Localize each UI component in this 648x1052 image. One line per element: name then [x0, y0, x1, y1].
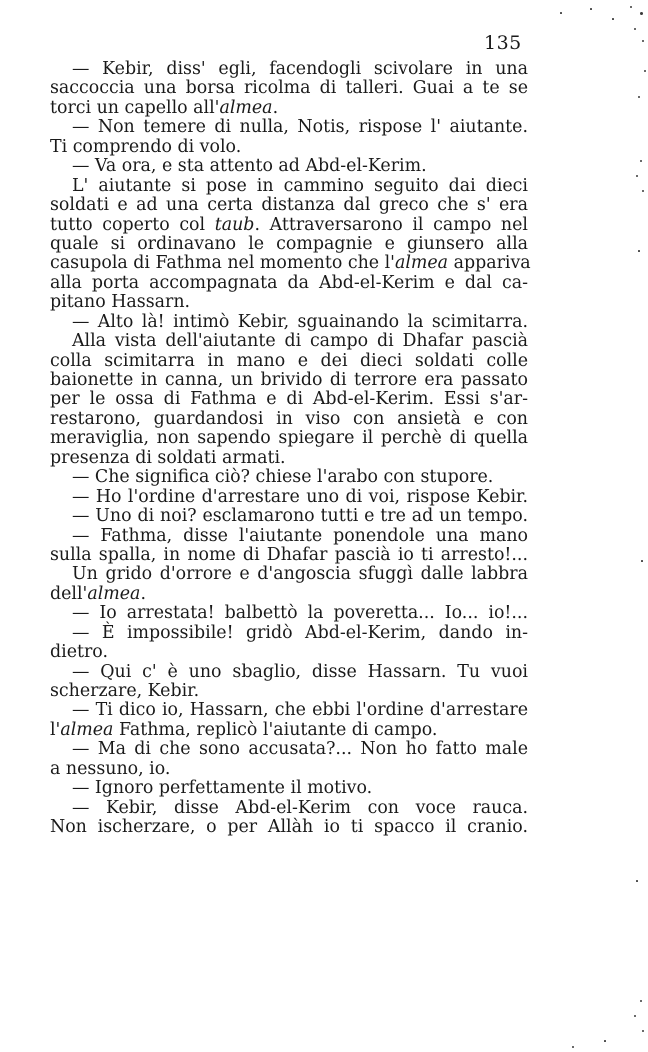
italic-word: almea: [394, 253, 449, 274]
text-run: Un grido d'orrore e d'angoscia sfuggì dalle labbra: [72, 564, 528, 585]
text-line: [50, 177, 528, 196]
text-line: [50, 488, 528, 507]
text-run: — Uno di noi? esclamarono tutti e tre ad un tempo.: [72, 506, 528, 527]
text-line: [50, 624, 528, 643]
text-line: [50, 760, 528, 779]
scan-speck: [638, 250, 640, 252]
text-line: [50, 235, 528, 254]
text-run: — Qui c' è uno sbaglio, disse Hassarn. Tu vuoi: [72, 661, 528, 682]
text-run: Non ischerzare, o per Allàh io ti spacco il cranio.: [50, 817, 528, 838]
text-line: [50, 565, 528, 584]
page-body-text: [50, 59, 531, 838]
text-run: — Ignoro perfettamente il motivo.: [72, 778, 373, 799]
text-line: [50, 740, 528, 759]
scan-speck: [640, 1000, 642, 1002]
text-run: — Io arrestata! balbettò la poveretta... Io... io!...: [72, 603, 528, 624]
text-run: casupola di Fathma nel momento che l': [50, 253, 395, 274]
text-run: — Non temere di nulla, Notis, rispose l' aiutante.: [72, 117, 528, 138]
text-run: restarono, guardandosi in viso con ansietà e con: [50, 408, 528, 429]
text-line: [50, 527, 528, 546]
text-run: per le ossa di Fathma e di Abd-el-Kerim. Essi s'ar-: [50, 389, 528, 410]
scan-speck: [642, 190, 644, 192]
text-run: a nessuno, io.: [50, 758, 171, 779]
text-line: [50, 352, 528, 371]
text-line: [50, 410, 528, 429]
scan-speck: [572, 1046, 574, 1048]
scan-speck: [636, 175, 638, 177]
text-run: soldati e ad una certa distanza dal greco che s' era: [50, 195, 528, 216]
italic-word: almea: [219, 97, 273, 118]
text-line: [50, 468, 528, 487]
text-line: [50, 643, 528, 662]
text-run: . Attraversarono il campo nel: [254, 214, 528, 235]
text-run: dietro.: [50, 642, 108, 663]
text-run: .: [272, 97, 279, 118]
italic-word: almea: [87, 583, 141, 604]
text-line: [50, 216, 528, 235]
text-run: sulla spalla, in nome di Dhafar pascià io ti arresto!...: [50, 544, 528, 565]
text-line: [50, 604, 528, 623]
text-run: pitano Hassarn.: [50, 292, 191, 313]
text-line: [50, 196, 528, 215]
text-line: [50, 585, 528, 604]
italic-word: almea: [60, 719, 114, 740]
scan-speck: [640, 12, 643, 15]
scan-speck: [641, 560, 643, 562]
text-run: Alla vista dell'aiutante di campo di Dhafar pascià: [72, 331, 528, 352]
scan-speck: [634, 1015, 636, 1017]
text-line: [50, 293, 528, 312]
italic-word: taub: [214, 214, 255, 235]
text-line: [50, 429, 528, 448]
text-run: — Va ora, e sta attento ad Abd-el-Kerim.: [72, 156, 427, 177]
text-run: — È impossibile! gridò Abd-el-Kerim, dando in-: [72, 622, 528, 643]
text-run: appariva: [448, 253, 531, 274]
scan-speck: [612, 18, 614, 20]
text-run: quale si ordinavano le compagnie e giunsero alla: [50, 233, 528, 254]
text-run: Fathma, replicò l'aiutante di campo.: [113, 719, 438, 740]
text-run: torci un capello all': [50, 97, 220, 118]
text-run: presenza di soldati armati.: [50, 447, 286, 468]
text-run: alla porta accompagnata da Abd-el-Kerim e dal ca-: [50, 272, 528, 293]
text-run: — Che significa ciò? chiese l'arabo con stupore.: [72, 467, 494, 488]
text-run: — Ti dico io, Hassarn, che ebbi l'ordine d'arrestare: [72, 700, 528, 721]
scan-speck: [644, 70, 646, 72]
text-line: [50, 721, 528, 740]
text-line: [50, 701, 528, 720]
page-number: 135: [484, 32, 522, 54]
text-run: — Kebir, diss' egli, facendogli scivolare in una: [72, 59, 528, 79]
text-line: [50, 390, 528, 409]
text-line: [50, 138, 528, 157]
text-line: [50, 682, 528, 701]
scan-speck: [590, 8, 592, 10]
text-line: [50, 332, 528, 351]
text-line: [50, 371, 528, 390]
text-line: [50, 79, 528, 98]
scan-speck: [642, 40, 644, 42]
text-run: dell': [50, 583, 88, 604]
scan-speck: [638, 96, 640, 98]
text-line: [50, 507, 528, 526]
text-line: [50, 799, 528, 818]
text-run: colla scimitarra in mano e dei dieci soldati colle: [50, 350, 528, 371]
scan-speck: [630, 6, 632, 8]
text-run: .: [140, 583, 146, 604]
text-run: — Kebir, disse Abd-el-Kerim con voce rauca.: [72, 797, 528, 818]
scan-speck: [640, 160, 642, 162]
text-line: [50, 253, 531, 274]
text-run: saccoccia una borsa ricolma di talleri. Guai a te se: [50, 78, 528, 99]
text-run: meraviglia, non sapendo spiegare il perchè di quella: [50, 428, 528, 449]
text-run: Ti comprendo di volo.: [50, 136, 242, 157]
text-line: [50, 449, 528, 468]
text-line: [50, 313, 528, 332]
text-line: [50, 779, 528, 798]
text-line: [50, 818, 528, 837]
text-line: [50, 274, 528, 293]
scan-speck: [642, 1030, 644, 1032]
scan-speck: [604, 1040, 606, 1042]
text-run: — Ma di che sono accusata?... Non ho fatto male: [72, 739, 528, 760]
text-line: [50, 60, 528, 79]
text-run: — Alto là! intimò Kebir, sguainando la scimitarra.: [72, 311, 528, 332]
text-run: scherzare, Kebir.: [50, 681, 200, 701]
text-run: L' aiutante si pose in cammino seguito dai dieci: [72, 175, 528, 196]
text-run: l': [50, 719, 61, 740]
text-run: tutto coperto col: [50, 214, 215, 235]
text-run: — Ho l'ordine d'arrestare uno di voi, rispose Kebir.: [72, 486, 528, 507]
text-line: [50, 663, 528, 682]
text-line: [50, 99, 528, 118]
scan-speck: [634, 28, 636, 30]
text-run: — Fathma, disse l'aiutante ponendole una mano: [72, 525, 528, 546]
text-line: [50, 118, 528, 137]
text-line: [50, 546, 528, 565]
text-line: [50, 157, 528, 176]
scan-speck: [560, 12, 562, 14]
scan-speck: [636, 880, 638, 882]
text-run: baionette in canna, un brivido di terrore era passato: [50, 370, 528, 390]
